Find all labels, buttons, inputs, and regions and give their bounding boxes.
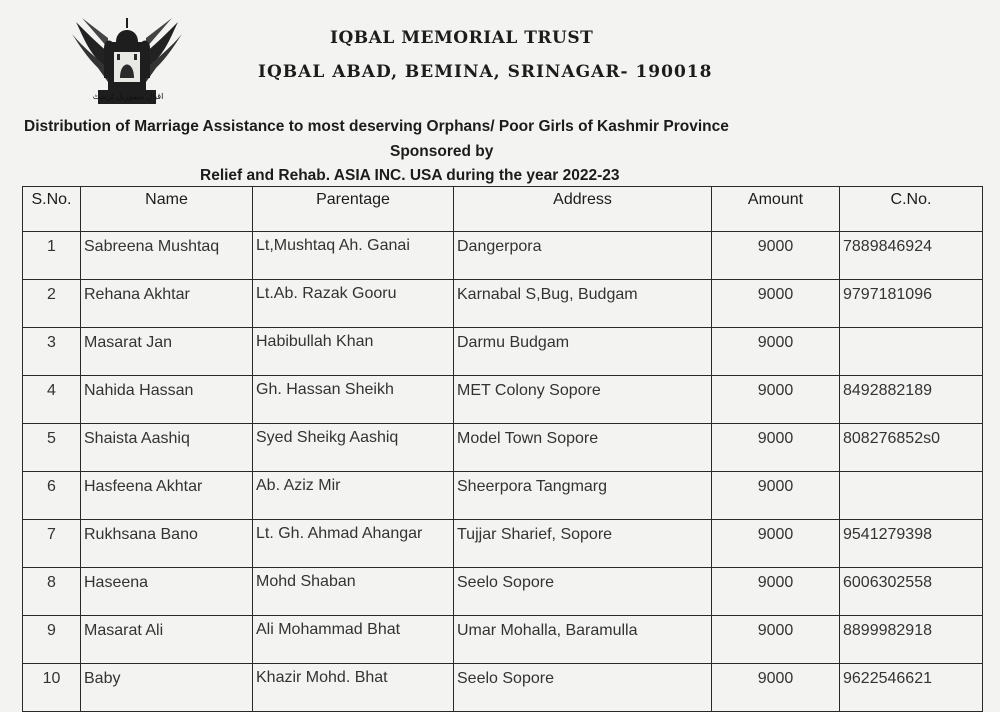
cell-amount: 9000	[712, 376, 840, 424]
table-row	[23, 376, 983, 424]
cell-sno: 4	[23, 376, 81, 424]
cell-name: Rehana Akhtar	[81, 280, 253, 328]
cell-sno: 6	[23, 472, 81, 520]
cell-amount: 9000	[712, 472, 840, 520]
cell-parentage: Ab. Aziz Mir	[253, 472, 454, 520]
cell-cno	[840, 328, 983, 376]
cell-name: Nahida Hassan	[81, 376, 253, 424]
header-name: Name	[81, 187, 253, 232]
cell-parentage: Ali Mohammad Bhat	[253, 616, 454, 664]
table-row	[23, 328, 983, 376]
cell-sno: 9	[23, 616, 81, 664]
cell-name: Rukhsana Bano	[81, 520, 253, 568]
cell-parentage: Gh. Hassan Sheikh	[253, 376, 454, 424]
cell-cno: 7889846924	[840, 232, 983, 280]
header-amount: Amount	[712, 187, 840, 232]
cell-address: Seelo Sopore	[454, 568, 712, 616]
header-parentage: Parentage	[253, 187, 454, 232]
cell-name: Shaista Aashiq	[81, 424, 253, 472]
table-row	[23, 616, 983, 664]
cell-address: Seelo Sopore	[454, 664, 712, 712]
cell-cno: 9622546621	[840, 664, 983, 712]
cell-address: Karnabal S,Bug, Budgam	[454, 280, 712, 328]
cell-sno: 2	[23, 280, 81, 328]
table-header-row	[23, 187, 983, 232]
sponsored-by-label: Sponsored by	[390, 143, 494, 160]
cell-name: Sabreena Mushtaq	[81, 232, 253, 280]
logo-script-text: اقبال میموریل ٹرسٹ	[92, 92, 164, 101]
cell-sno: 1	[23, 232, 81, 280]
cell-cno: 9797181096	[840, 280, 983, 328]
cell-cno: 808276852s0	[840, 424, 983, 472]
cell-parentage: Habibullah Khan	[253, 328, 454, 376]
cell-cno	[840, 472, 983, 520]
table-row	[23, 520, 983, 568]
organization-address: IQBAL ABAD, BEMINA, SRINAGAR- 190018	[258, 62, 713, 82]
table-row	[23, 472, 983, 520]
cell-address: Model Town Sopore	[454, 424, 712, 472]
cell-name: Baby	[81, 664, 253, 712]
cell-sno: 5	[23, 424, 81, 472]
cell-address: MET Colony Sopore	[454, 376, 712, 424]
table-row	[23, 568, 983, 616]
cell-sno: 3	[23, 328, 81, 376]
cell-parentage: Lt,Mushtaq Ah. Ganai	[253, 232, 454, 280]
cell-amount: 9000	[712, 424, 840, 472]
cell-cno: 9541279398	[840, 520, 983, 568]
cell-sno: 8	[23, 568, 81, 616]
organization-name: IQBAL MEMORIAL TRUST	[330, 28, 594, 48]
cell-name: Hasfeena Akhtar	[81, 472, 253, 520]
document-title: Distribution of Marriage Assistance to most deserving Orphans/ Poor Girls of Kashmir Province	[24, 118, 729, 135]
table-row	[23, 280, 983, 328]
cell-amount: 9000	[712, 520, 840, 568]
cell-address: Dangerpora	[454, 232, 712, 280]
header-sno: S.No.	[23, 187, 81, 232]
header-cno: C.No.	[840, 187, 983, 232]
header-address: Address	[454, 187, 712, 232]
cell-sno: 7	[23, 520, 81, 568]
cell-name: Masarat Jan	[81, 328, 253, 376]
cell-amount: 9000	[712, 328, 840, 376]
cell-amount: 9000	[712, 568, 840, 616]
table-row	[23, 424, 983, 472]
table-row	[23, 232, 983, 280]
cell-amount: 9000	[712, 664, 840, 712]
cell-name: Masarat Ali	[81, 616, 253, 664]
cell-amount: 9000	[712, 232, 840, 280]
cell-parentage: Lt.Ab. Razak Gooru	[253, 280, 454, 328]
beneficiary-table	[22, 186, 983, 712]
cell-name: Haseena	[81, 568, 253, 616]
cell-parentage: Syed Sheikg Aashiq	[253, 424, 454, 472]
cell-cno: 8492882189	[840, 376, 983, 424]
cell-parentage: Lt. Gh. Ahmad Ahangar	[253, 520, 454, 568]
cell-amount: 9000	[712, 616, 840, 664]
cell-amount: 9000	[712, 280, 840, 328]
cell-address: Umar Mohalla, Baramulla	[454, 616, 712, 664]
table-row	[23, 664, 983, 712]
cell-parentage: Khazir Mohd. Bhat	[253, 664, 454, 712]
cell-sno: 10	[23, 664, 81, 712]
cell-address: Tujjar Sharief, Sopore	[454, 520, 712, 568]
cell-cno: 6006302558	[840, 568, 983, 616]
cell-cno: 8899982918	[840, 616, 983, 664]
cell-parentage: Mohd Shaban	[253, 568, 454, 616]
sponsor-line: Relief and Rehab. ASIA INC. USA during the year 2022-23	[200, 167, 620, 184]
cell-address: Sheerpora Tangmarg	[454, 472, 712, 520]
cell-address: Darmu Budgam	[454, 328, 712, 376]
